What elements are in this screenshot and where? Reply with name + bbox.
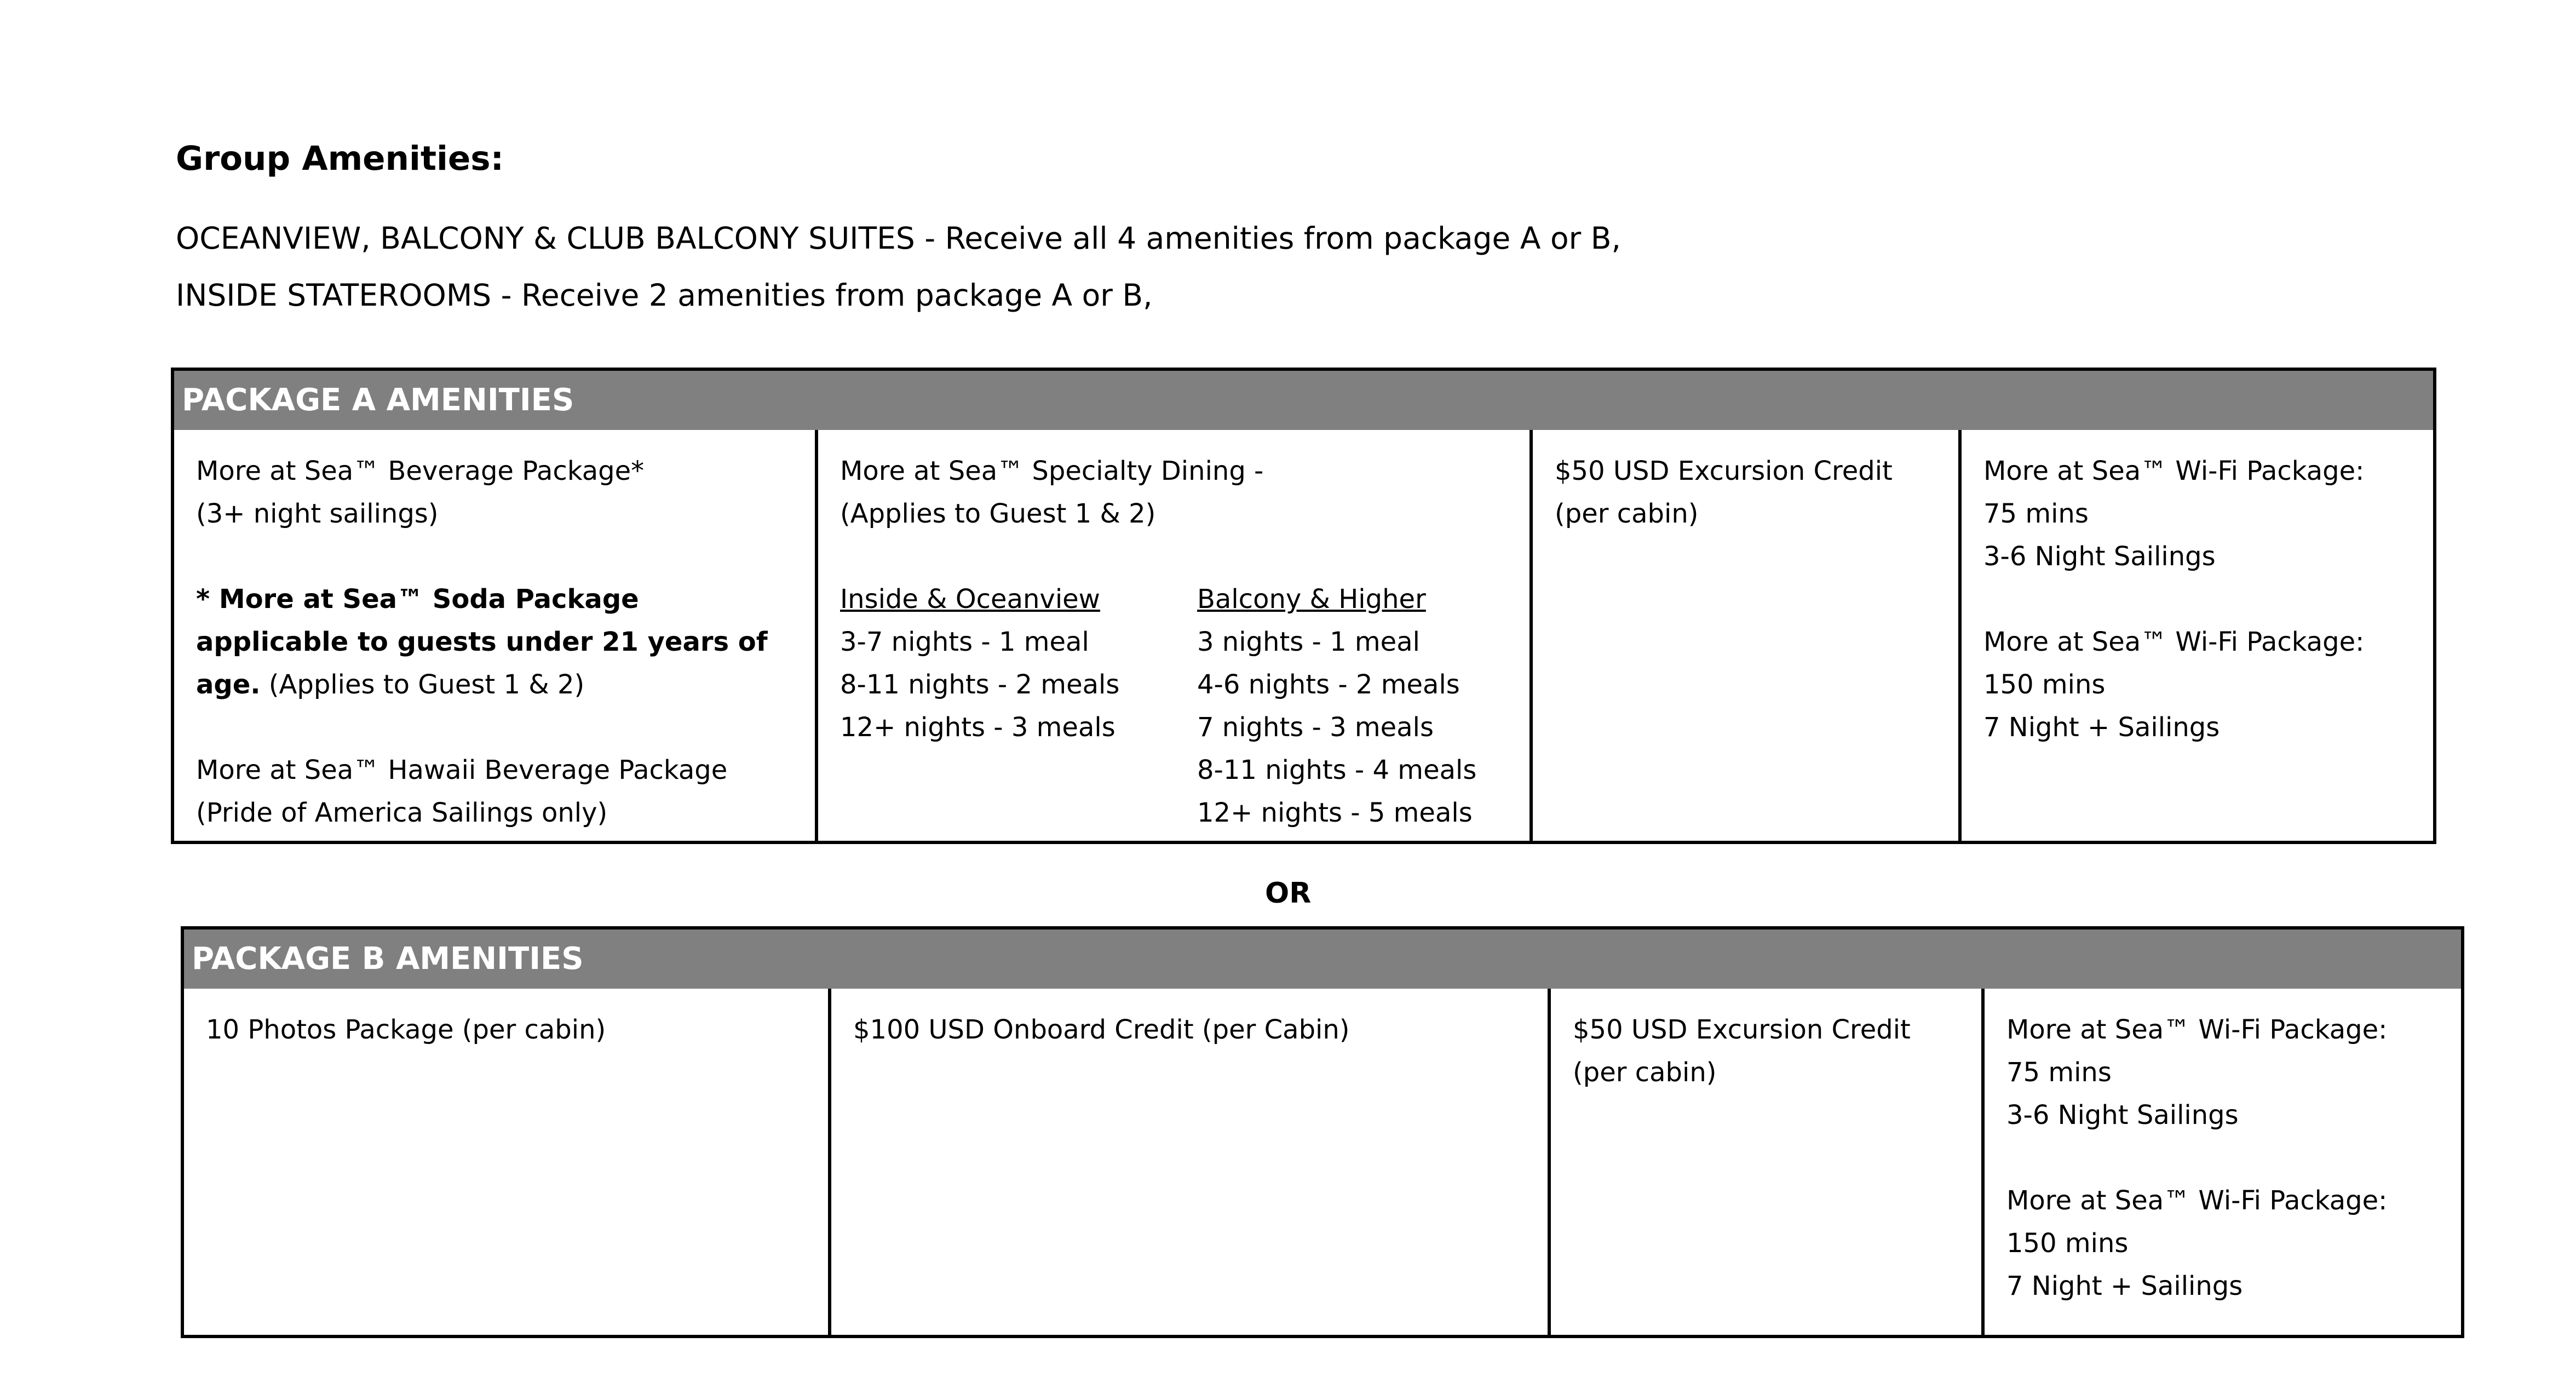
excursion-credit-note: (per cabin) [1555, 498, 1699, 529]
wifi-sailings: 3-6 Night Sailings [2006, 1100, 2239, 1131]
package-a-excursion-cell [1533, 430, 1962, 841]
wifi-package-label: More at Sea™ Wi-Fi Package: [1983, 456, 2365, 486]
excursion-credit-label: $50 USD Excursion Credit [1573, 1014, 1911, 1045]
package-a-header: PACKAGE A AMENITIES [174, 371, 2433, 430]
soda-package-line-2: applicable to guests under 21 years of [196, 627, 768, 657]
list-item: 12+ nights - 5 meals [1197, 797, 1473, 828]
inside-oceanview-heading: Inside & Oceanview [840, 584, 1100, 615]
wifi-minutes: 75 mins [1983, 498, 2089, 529]
list-item: 3-7 nights - 1 meal [840, 627, 1089, 657]
excursion-credit-note: (per cabin) [1573, 1057, 1717, 1088]
specialty-dining-label: More at Sea™ Specialty Dining - [840, 456, 1264, 486]
excursion-credit-label: $50 USD Excursion Credit [1555, 456, 1893, 486]
specialty-dining-note: (Applies to Guest 1 & 2) [840, 498, 1156, 529]
wifi-minutes: 150 mins [1983, 669, 2106, 700]
soda-package-line-3 [196, 663, 768, 706]
package-b-onboard-credit-cell [831, 989, 1551, 1335]
package-b-wifi-cell [1985, 989, 2461, 1335]
soda-package-line-1: * More at Sea™ Soda Package [196, 584, 639, 615]
list-item: 8-11 nights - 2 meals [840, 669, 1120, 700]
intro-inside-line: INSIDE STATEROOMS - Receive 2 amenities from package A or B, [176, 278, 1153, 313]
hawaii-beverage-label: More at Sea™ Hawaii Beverage Package [196, 755, 728, 785]
package-b-photos-cell [184, 989, 831, 1335]
package-a-table [171, 368, 2436, 844]
package-b-header: PACKAGE B AMENITIES [184, 930, 2461, 989]
wifi-sailings: 7 Night + Sailings [2006, 1271, 2243, 1301]
list-item: 3 nights - 1 meal [1197, 627, 1420, 657]
onboard-credit-label: $100 USD Onboard Credit (per Cabin) [853, 1014, 1350, 1045]
wifi-minutes: 75 mins [2006, 1057, 2112, 1088]
package-a-beverage-cell [174, 430, 818, 841]
package-a-dining-cell [818, 430, 1533, 841]
soda-package-line-3-note: (Applies to Guest 1 & 2) [260, 669, 585, 700]
hawaii-beverage-note: (Pride of America Sailings only) [196, 797, 608, 828]
wifi-minutes: 150 mins [2006, 1228, 2129, 1259]
photos-package-label: 10 Photos Package (per cabin) [206, 1014, 606, 1045]
wifi-package-label: More at Sea™ Wi-Fi Package: [2006, 1185, 2388, 1216]
wifi-package-label: More at Sea™ Wi-Fi Package: [1983, 627, 2365, 657]
wifi-sailings: 3-6 Night Sailings [1983, 541, 2216, 572]
package-a-wifi-cell [1962, 430, 2433, 841]
package-b-excursion-cell [1551, 989, 1985, 1335]
list-item: 8-11 nights - 4 meals [1197, 755, 1477, 785]
package-b-table [181, 926, 2464, 1338]
list-item: 12+ nights - 3 meals [840, 712, 1116, 743]
or-divider-label: OR [1265, 877, 1312, 910]
beverage-package-label: More at Sea™ Beverage Package* [196, 456, 645, 486]
list-item: 7 nights - 3 meals [1197, 712, 1434, 743]
list-item: 4-6 nights - 2 meals [1197, 669, 1460, 700]
inside-oceanview-list [840, 578, 1119, 749]
soda-package-line-3-bold: age. [196, 669, 261, 700]
beverage-package-note: (3+ night sailings) [196, 498, 439, 529]
intro-suites-line: OCEANVIEW, BALCONY & CLUB BALCONY SUITES - Receive all 4 amenities from package A or B, [176, 221, 1621, 256]
balcony-higher-list [1197, 578, 1476, 834]
balcony-higher-heading: Balcony & Higher [1197, 584, 1426, 615]
wifi-sailings: 7 Night + Sailings [1983, 712, 2220, 743]
page-title: Group Amenities: [176, 139, 504, 178]
wifi-package-label: More at Sea™ Wi-Fi Package: [2006, 1014, 2388, 1045]
